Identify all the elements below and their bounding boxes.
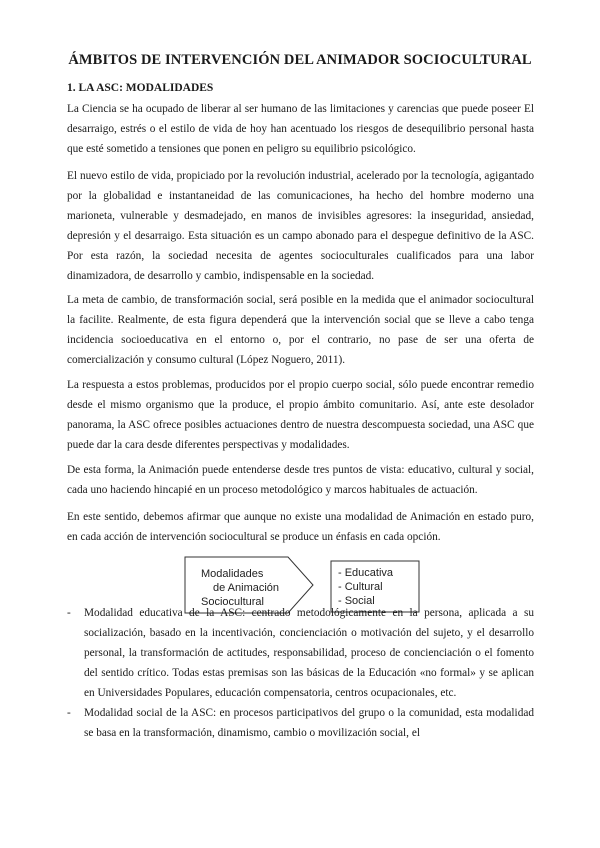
diagram-option: - Social bbox=[338, 595, 375, 607]
list-item-text: Modalidad educativa de la ASC: centrado metodológicamente en la persona, aplicada a su socialización, basado en la incentivación, concienciación o motivación del sujeto, y el desarrollo personal, la transformación de actitudes, responsabilidad, proceso de concienciación o el fomento del sentido crítico. Todas estas premisas son las básicas de la Educación «no formal» y se aplican en Universidades Populares, educación compensatoria, centros ocupacionales, etc. bbox=[84, 607, 534, 699]
section-heading: 1. LA ASC: MODALIDADES bbox=[67, 82, 214, 94]
paragraph: La meta de cambio, de transformación social, será posible en la medida que el animador sociocultural la facilite. Realmente, de esta figura dependerá que la intervención social que se lleve a cabo tenga incidencia socioeducativa en el entorno o, por el contrario, no pase de ser una oferta de comercialización y consumo cultural (López Noguero, 2011). bbox=[67, 294, 534, 366]
diagram-left-line: Sociocultural bbox=[201, 596, 264, 608]
paragraph: La Ciencia se ha ocupado de liberar al ser humano de las limitaciones y carencias que puede poseer El desarraigo, estrés o el estilo de vida de hoy han acentuado los riesgos de desequilibrio personal hasta que esté sometido a tensiones que ponen en peligro su equilibrio psicológico. bbox=[67, 103, 534, 155]
diagram-option: - Educativa bbox=[338, 567, 394, 579]
diagram-left-line: de Animación bbox=[213, 582, 280, 594]
modalities-list bbox=[67, 603, 534, 743]
paragraph: La respuesta a estos problemas, producidos por el propio cuerpo social, sólo puede encontrar remedio desde el mismo organismo que la produce, el propio ámbito comunitario. Así, ante este desolador panorama, la ASC ofrece posibles actuaciones dentro de nuestra descompuesta sociedad, una ASC que puede dar la cara desde diferentes perspectivas y modalidades. bbox=[67, 379, 534, 451]
list-item-text: Modalidad social de la ASC: en procesos participativos del grupo o la comunidad, esta modalidad se basa en la transformación, dinamismo, cambio o movilización social, el bbox=[84, 707, 534, 739]
diagram-option: - Cultural bbox=[338, 581, 383, 593]
list-item bbox=[67, 703, 534, 743]
paragraph: En este sentido, debemos afirmar que aunque no existe una modalidad de Animación en estado puro, en cada acción de intervención sociocultural se produce un énfasis en cada opción. bbox=[67, 511, 534, 543]
paragraph: El nuevo estilo de vida, propiciado por la revolución industrial, acelerado por la tecnología, agigantado por la globalidad e instantaneidad de las comunicaciones, ha hecho del hombre moderno una marioneta, vulnerable y desmadejado, en manos de invisibles agresores: la inseguridad, ansiedad, depresión y el desarraigo. Esta situación es un campo abonado para el despegue definitivo de la ASC. Por esta razón, la sociedad necesita de agentes socioculturales cualificados para una labor dinamizadora, de desarrollo y cambio, indispensable en la sociedad. bbox=[67, 170, 534, 282]
page-title: ÁMBITOS DE INTERVENCIÓN DEL ANIMADOR SOCIOCULTURAL bbox=[68, 52, 532, 68]
bullet-marker: - bbox=[67, 707, 71, 719]
diagram-left-line: Modalidades bbox=[201, 568, 264, 580]
list-item bbox=[67, 603, 534, 703]
bullet-marker: - bbox=[67, 607, 71, 619]
paragraph: De esta forma, la Animación puede entenderse desde tres puntos de vista: educativo, cultural y social, cada uno haciendo hincapié en un proceso metodológico y marcos habituales de actuación. bbox=[67, 464, 534, 496]
